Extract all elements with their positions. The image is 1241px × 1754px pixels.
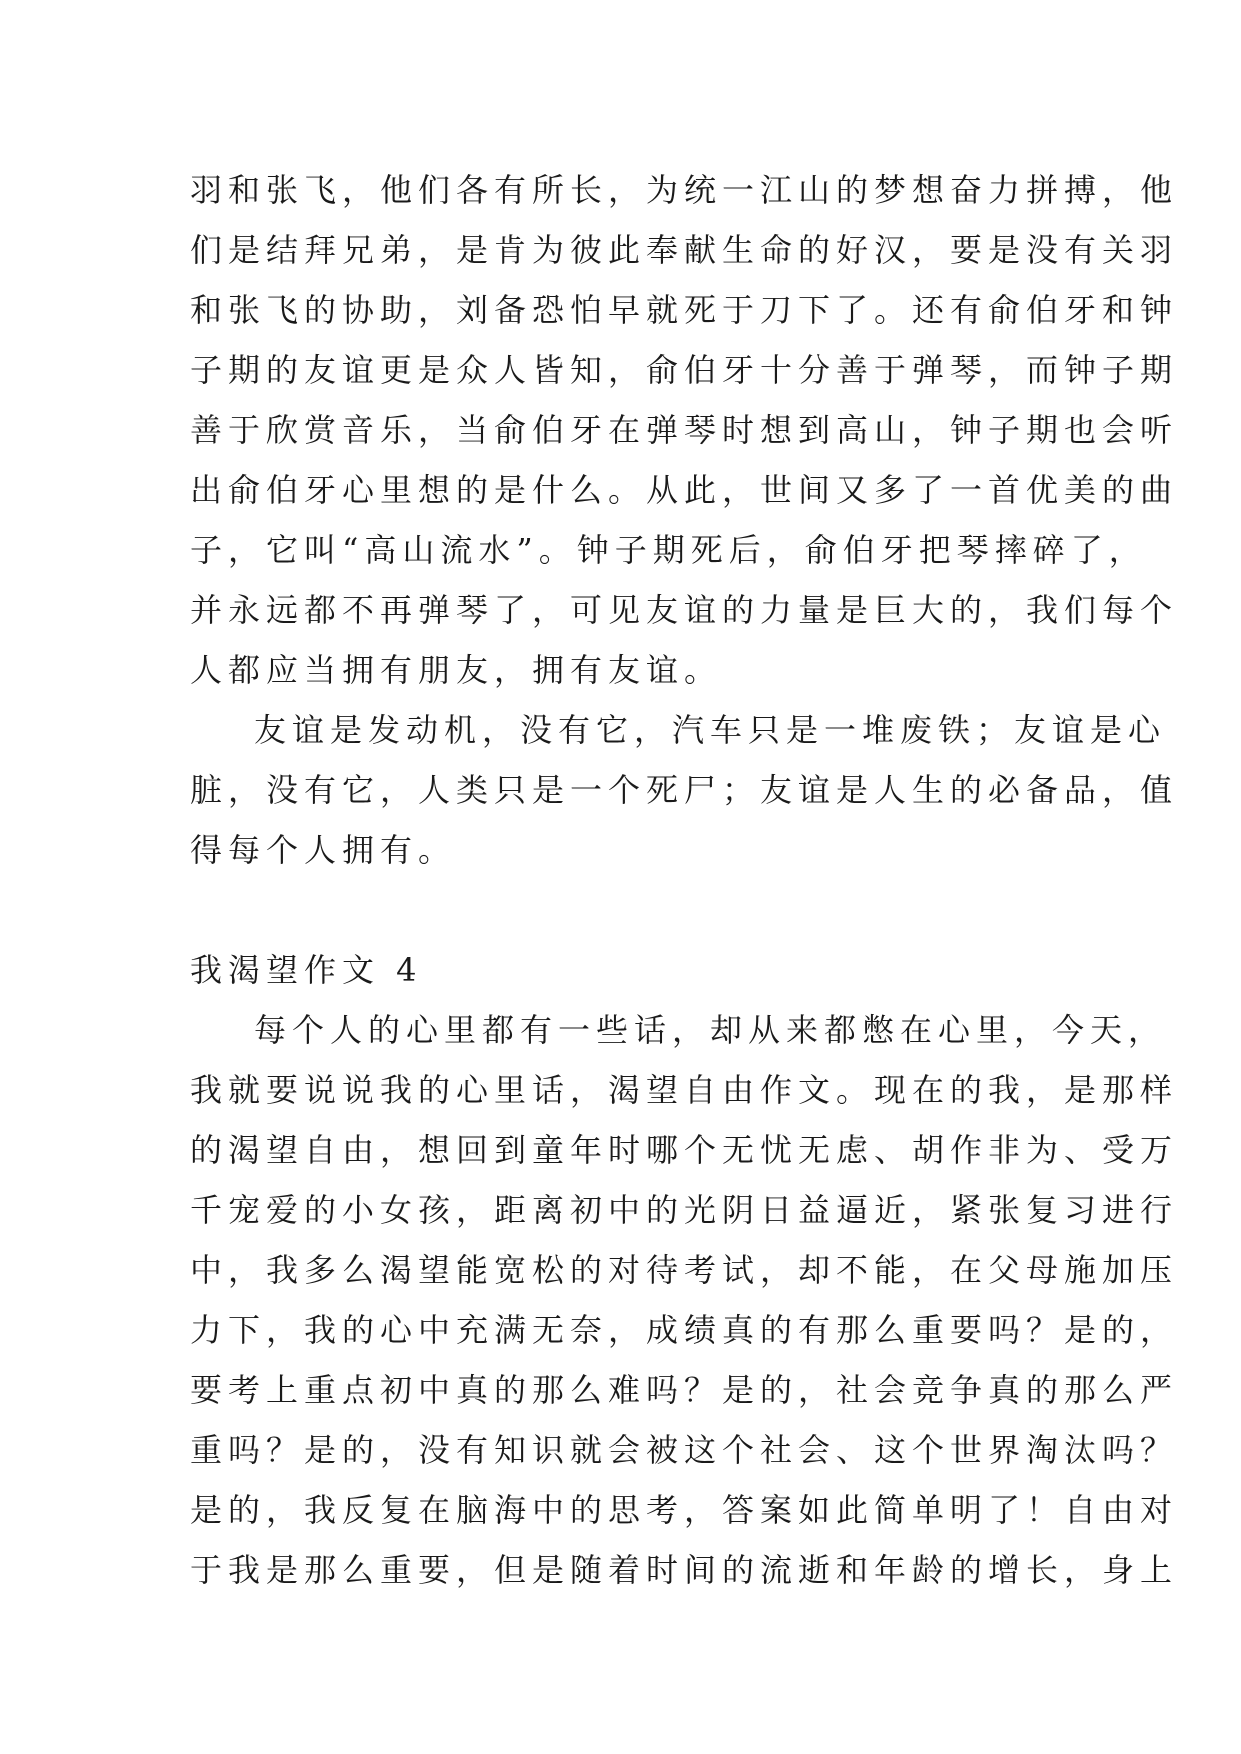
paragraph-longing-freedom: [190, 1000, 1179, 1600]
text-line: 子期的友谊更是众人皆知，俞伯牙十分善于弹琴，而钟子期: [190, 351, 1179, 389]
text-line: 们是结拜兄弟，是肯为彼此奉献生命的好汉，要是没有关羽: [190, 231, 1179, 269]
paragraph-friendship-metaphor: [190, 700, 1179, 880]
document-body: [190, 160, 1179, 1600]
text-line: 羽和张飞，他们各有所长，为统一江山的梦想奋力拼搏，他: [190, 171, 1179, 209]
text-line: 并永远都不再弹琴了，可见友谊的力量是巨大的，我们每个: [190, 591, 1179, 629]
text-line: 得每个人拥有。: [190, 831, 457, 869]
text-line: 重吗？是的，没有知识就会被这个社会、这个世界淘汰吗？: [190, 1431, 1179, 1469]
text-line: 脏，没有它，人类只是一个死尸；友谊是人生的必备品，值: [190, 771, 1179, 809]
text-line: 于我是那么重要，但是随着时间的流逝和年龄的增长，身上: [190, 1551, 1179, 1589]
text-line: 我就要说说我的心里话，渴望自由作文。现在的我，是那样: [190, 1071, 1179, 1109]
text-line: 善于欣赏音乐，当俞伯牙在弹琴时想到高山，钟子期也会听: [190, 411, 1179, 449]
text-line: 子，它叫“高山流水”。钟子期死后，俞伯牙把琴摔碎了，: [190, 531, 1147, 569]
text-line: 千宠爱的小女孩，距离初中的光阴日益逼近，紧张复习进行: [190, 1191, 1179, 1229]
section-title: 我渴望作文 4: [190, 951, 423, 989]
text-line: 是的，我反复在脑海中的思考，答案如此简单明了！自由对: [190, 1491, 1179, 1529]
paragraph-friendship-examples: [190, 160, 1179, 700]
text-line: 力下，我的心中充满无奈，成绩真的有那么重要吗？是的，: [190, 1311, 1179, 1349]
text-line: 每个人的心里都有一些话，却从来都憋在心里，今天，: [254, 1011, 1167, 1049]
text-line: 的渴望自由，想回到童年时哪个无忧无虑、胡作非为、受万: [190, 1131, 1179, 1169]
text-line: 人都应当拥有朋友，拥有友谊。: [190, 651, 723, 689]
paragraph-spacer: [190, 880, 1070, 940]
text-line: 友谊是发动机，没有它，汽车只是一堆废铁；友谊是心: [254, 711, 1167, 749]
text-line: 要考上重点初中真的那么难吗？是的，社会竞争真的那么严: [190, 1371, 1179, 1409]
text-line: 中，我多么渴望能宽松的对待考试，却不能，在父母施加压: [190, 1251, 1179, 1289]
text-line: 出俞伯牙心里想的是什么。从此，世间又多了一首优美的曲: [190, 471, 1179, 509]
text-line: 和张飞的协助，刘备恐怕早就死于刀下了。还有俞伯牙和钟: [190, 291, 1179, 329]
